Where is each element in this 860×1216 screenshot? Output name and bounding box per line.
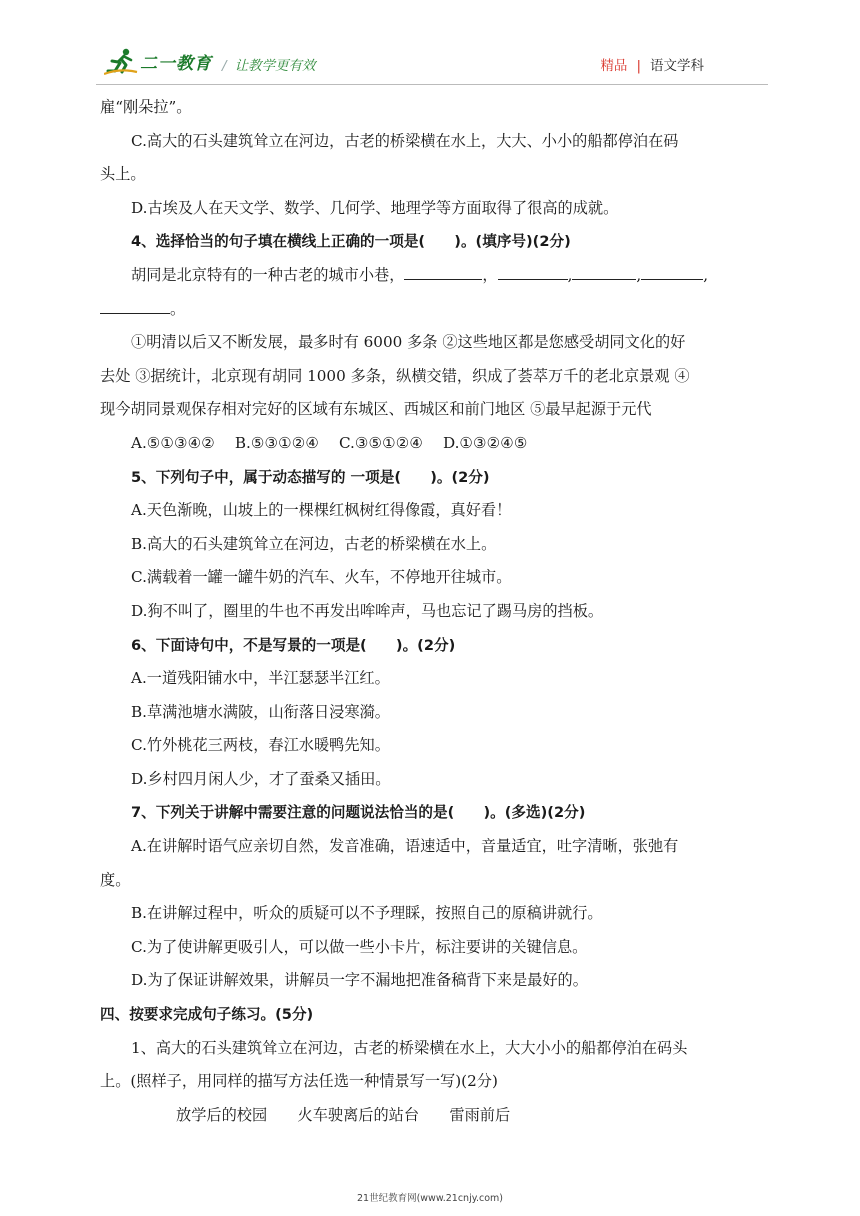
option-c: C.高大的石头建筑耸立在河边，古老的桥梁横在水上，大大、小小的船都停泊在码 (131, 131, 679, 150)
option-a: A.在讲解时语气应亲切自然，发音准确，语速适中，音量适宜，吐字清晰，张弛有 (131, 837, 679, 856)
option-a: A.一道残阳铺水中，半江瑟瑟半江红。 (131, 669, 390, 688)
answer-blank[interactable] (572, 263, 636, 280)
option-c: C.竹外桃花三两枝，春江水暖鸭先知。 (131, 736, 390, 755)
option-c: C.为了使讲解更吸引人，可以做一些小卡片，标注要讲的关键信息。 (131, 937, 588, 956)
answer-blank[interactable] (498, 263, 568, 280)
brand-name: 二一教育 (140, 53, 212, 74)
slogan-text: 让教学更有效 (234, 58, 316, 74)
option-d: D.狗不叫了，圈里的牛也不再发出哞哞声，马也忘记了踢马房的挡板。 (131, 601, 604, 620)
scenario-options: 放学后的校园 火车驶离后的站台 雷雨前后 (176, 1105, 511, 1124)
slogan-separator: / (222, 58, 227, 74)
punct: , (636, 265, 642, 284)
runner-logo-icon (104, 47, 138, 75)
option-a: A.天色渐晚，山坡上的一棵棵红枫树红得像霞，真好看！ (131, 501, 512, 520)
slogan (222, 54, 316, 74)
page-footer: 21世纪教育网(www.21cnjy.com) (356, 1193, 503, 1204)
text-line: 度。 (100, 870, 131, 889)
punct: ， (482, 265, 498, 284)
page-header (0, 40, 860, 88)
option-b: B.草满池塘水满陂，山衔落日浸寒漪。 (131, 702, 390, 721)
tag-separator: | (636, 58, 641, 74)
subject-tag (600, 54, 704, 74)
answer-blank[interactable] (641, 263, 703, 280)
header-divider (96, 84, 768, 85)
question-6: 6、下面诗句中，不是写景的一项是( )。(2分) (131, 636, 456, 654)
question-7: 7、下列关于讲解中需要注意的问题说法恰当的是( )。(多选)(2分) (131, 804, 586, 822)
option-d: D.乡村四月闲人少，才了蚕桑又插田。 (131, 769, 391, 788)
option-b: B.高大的石头建筑耸立在河边，古老的桥梁横在水上。 (131, 534, 497, 553)
question-5: 5、下列句子中，属于动态描写的 一项是( )。(2分) (131, 468, 490, 486)
sentence-options: ①明清以后又不断发展，最多时有 6000 多条 ②这些地区都是您感受胡同文化的好 (131, 333, 686, 352)
section-4-heading: 四、按要求完成句子练习。(5分) (100, 1006, 314, 1024)
tag-subject: 语文学科 (650, 58, 704, 74)
exercise-1-instruction: 上。(照样子，用同样的描写方法任选一种情景写一写)(2分) (100, 1072, 498, 1091)
option-d: D.古埃及人在天文学、数学、几何学、地理学等方面取得了很高的成就。 (131, 198, 619, 217)
answer-blank[interactable] (404, 263, 482, 280)
question-4: 4、选择恰当的句子填在横线上正确的一项是( )。(填序号)(2分) (131, 233, 571, 251)
exercise-1: 1、高大的石头建筑耸立在河边，古老的桥梁横在水上，大大小小的船都停泊在码头 (131, 1038, 688, 1057)
text-span: 胡同是北京特有的一种古老的城市小巷， (131, 265, 405, 284)
answer-choices: A.⑤①③④② B.⑤③①②④ C.③⑤①②④ D.①③②④⑤ (131, 433, 528, 452)
punct: , (703, 265, 709, 284)
text-line: 头上。 (100, 165, 146, 184)
document-body (100, 91, 762, 1132)
text-line: 雇“刚朵拉”。 (100, 98, 192, 116)
option-d: D.为了保证讲解效果，讲解员一字不漏地把准备稿背下来是最好的。 (131, 971, 588, 990)
option-c: C.满载着一罐一罐牛奶的汽车、火车，不停地开往城市。 (131, 568, 512, 587)
punct: 。 (170, 299, 186, 318)
option-b: B.在讲解过程中，听众的质疑可以不予理睬，按照自己的原稿讲就行。 (131, 904, 603, 923)
fill-blank-line (100, 259, 762, 293)
answer-blank[interactable] (100, 297, 170, 314)
fill-blank-line (100, 293, 762, 327)
tag-label: 精品 (600, 58, 628, 74)
sentence-options: 现今胡同景观保存相对完好的区域有东城区、西城区和前门地区 ⑤最早起源于元代 (100, 400, 652, 419)
punct: , (567, 265, 573, 284)
sentence-options: 去处 ③据统计，北京现有胡同 1000 多条，纵横交错，织成了荟萃万千的老北京景观 ④ (100, 366, 690, 385)
logo (104, 46, 212, 76)
